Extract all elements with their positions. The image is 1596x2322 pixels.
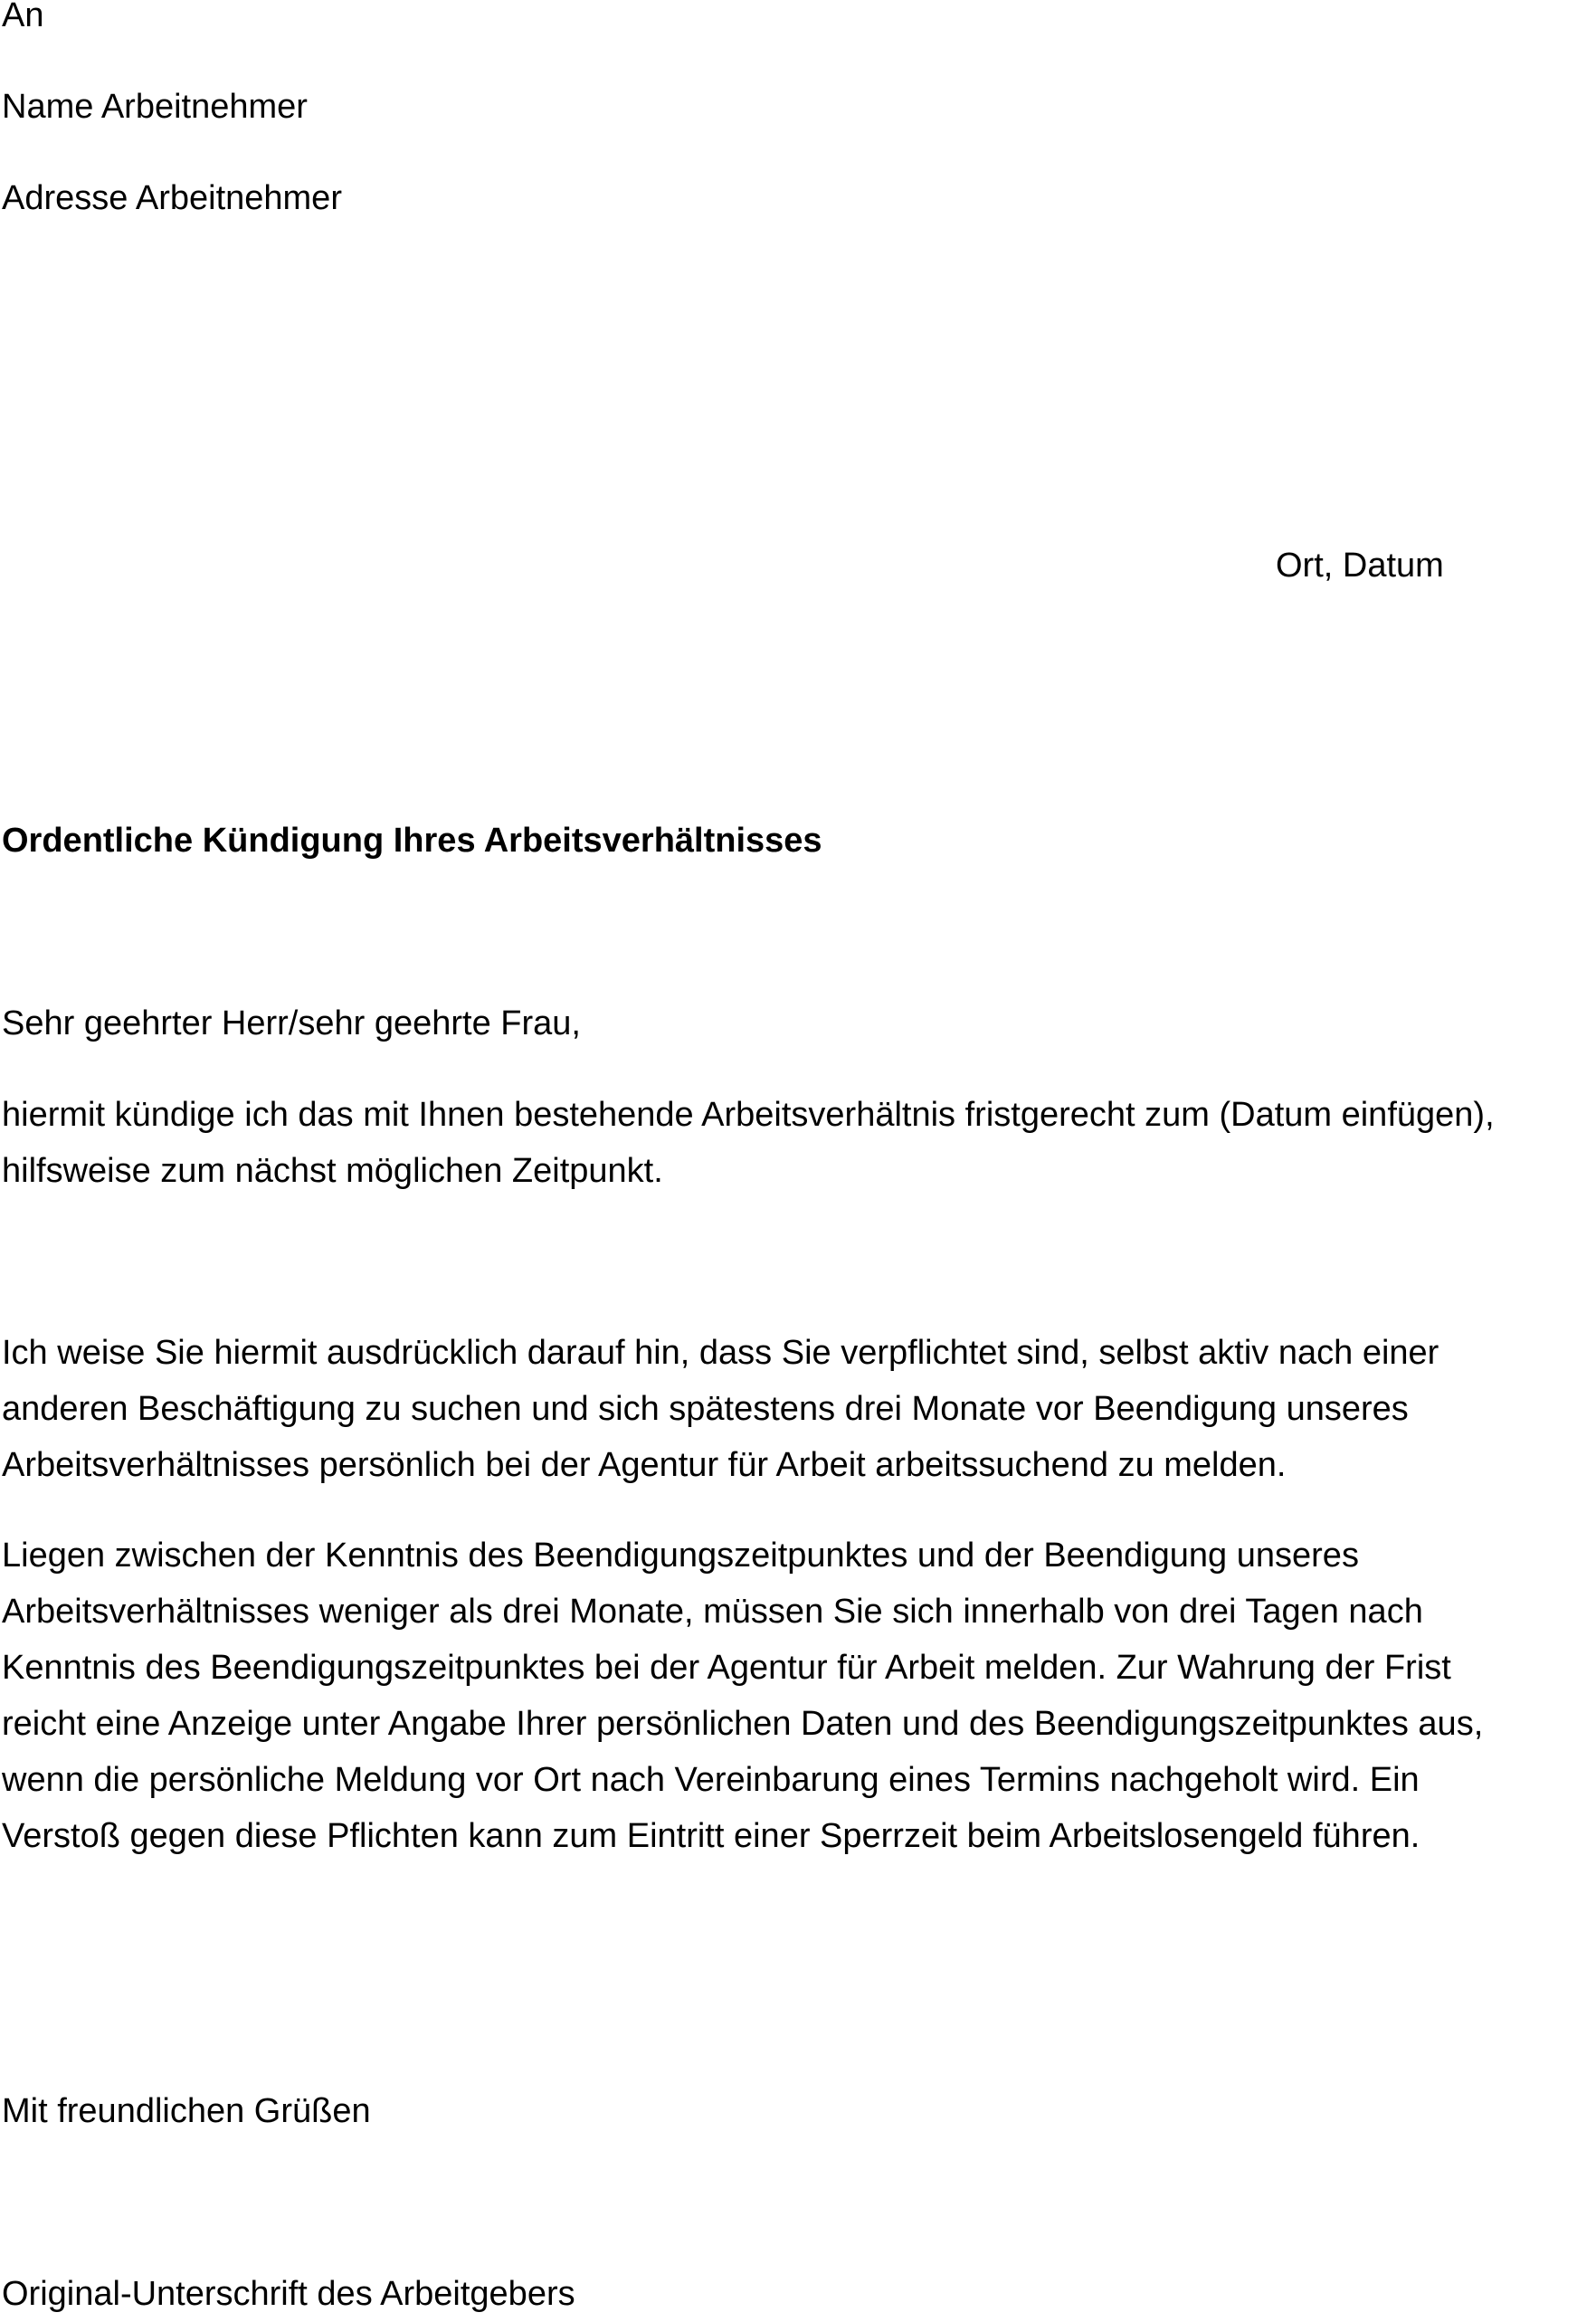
place-date: Ort, Datum bbox=[1276, 547, 1444, 585]
paragraph-line: reicht eine Anzeige unter Angabe Ihrer persönlichen Daten und des Beendigungszeitpunktes aus, bbox=[2, 1705, 1484, 1743]
recipient-prefix: An bbox=[2, 0, 44, 34]
paragraph-line: wenn die persönliche Meldung vor Ort nach Vereinbarung eines Termins nachgeholt wird. Ein bbox=[2, 1761, 1420, 1799]
paragraph-line: Liegen zwischen der Kenntnis des Beendigungszeitpunktes und der Beendigung unseres bbox=[2, 1537, 1359, 1575]
salutation: Sehr geehrter Herr/sehr geehrte Frau, bbox=[2, 1004, 581, 1042]
paragraph-obligation-notice bbox=[2, 1325, 1439, 1493]
paragraph-line: Arbeitsverhältnisses persönlich bei der Agentur für Arbeit arbeitssuchend zu melden. bbox=[2, 1446, 1287, 1484]
paragraph-termination bbox=[2, 1087, 1495, 1199]
paragraph-line: Verstoß gegen diese Pflichten kann zum Eintritt einer Sperrzeit beim Arbeitslosengeld führen. bbox=[2, 1817, 1420, 1855]
paragraph-line: hilfsweise zum nächst möglichen Zeitpunkt. bbox=[2, 1152, 663, 1190]
paragraph-line: Ich weise Sie hiermit ausdrücklich darauf hin, dass Sie verpflichtet sind, selbst aktiv nach einer bbox=[2, 1334, 1439, 1372]
paragraph-line: Arbeitsverhältnisses weniger als drei Monate, müssen Sie sich innerhalb von drei Tagen nach bbox=[2, 1593, 1423, 1631]
subject-line: Ordentliche Kündigung Ihres Arbeitsverhältnisses bbox=[2, 822, 822, 860]
paragraph-deadline-notice bbox=[2, 1527, 1483, 1864]
closing: Mit freundlichen Grüßen bbox=[2, 2092, 371, 2130]
recipient-name: Name Arbeitnehmer bbox=[2, 88, 308, 126]
signature-line: Original-Unterschrift des Arbeitgebers bbox=[2, 2275, 575, 2313]
paragraph-line: anderen Beschäftigung zu suchen und sich spätestens drei Monate vor Beendigung unseres bbox=[2, 1390, 1409, 1428]
paragraph-line: Kenntnis des Beendigungszeitpunktes bei der Agentur für Arbeit melden. Zur Wahrung der Frist bbox=[2, 1649, 1451, 1687]
recipient-address: Adresse Arbeitnehmer bbox=[2, 179, 342, 217]
paragraph-line: hiermit kündige ich das mit Ihnen bestehende Arbeitsverhältnis fristgerecht zum (Datum einfügen), bbox=[2, 1096, 1495, 1134]
